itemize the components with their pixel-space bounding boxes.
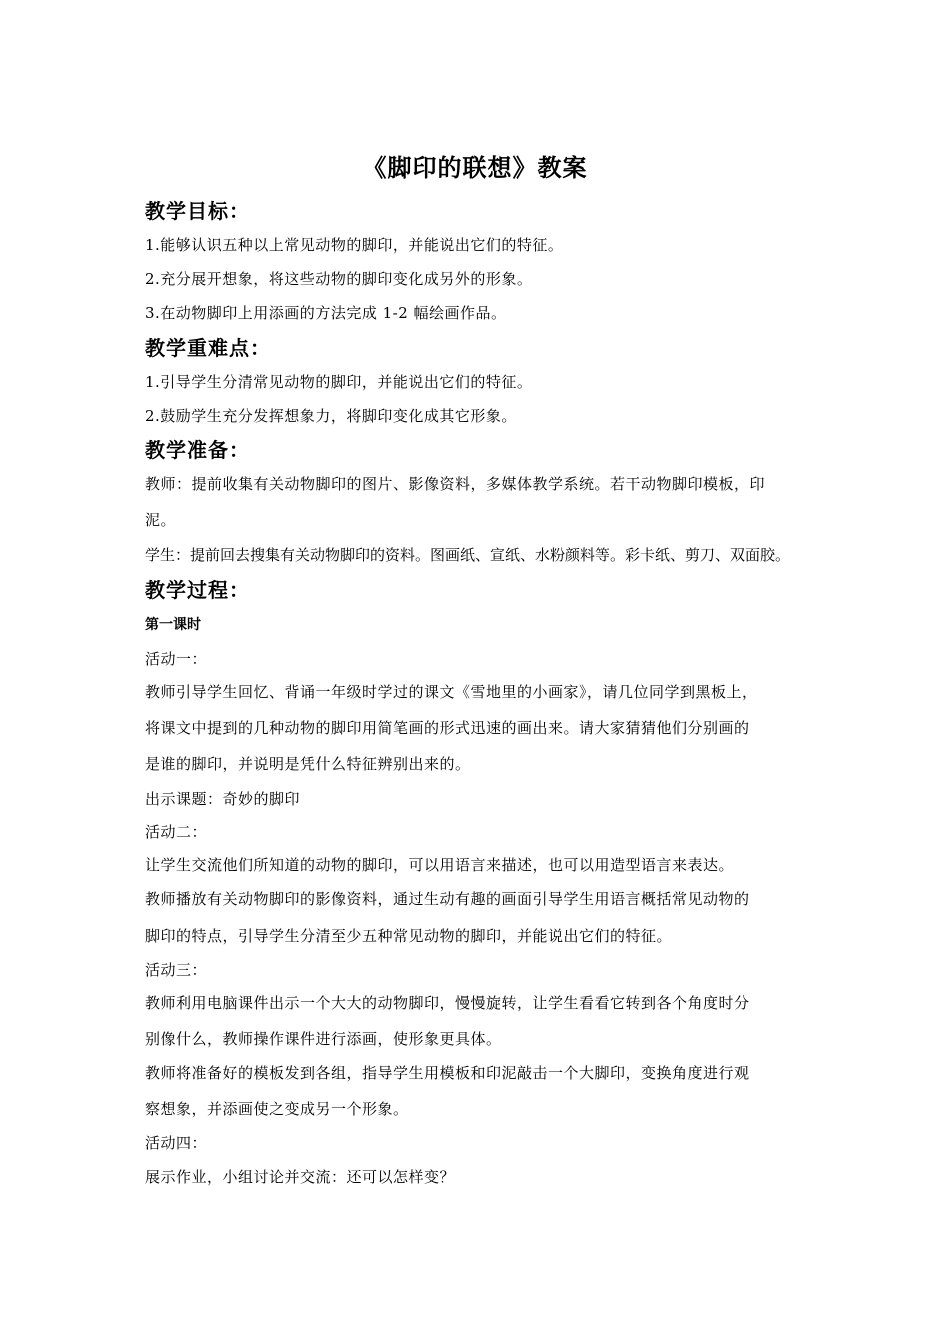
paragraph-line: 展示作业，小组讨论并交流：还可以怎样变？	[145, 1168, 456, 1186]
preparation-teacher-cont: 泥。	[145, 511, 177, 529]
document-title: 《脚印的联想》教案	[362, 154, 588, 182]
paragraph-line: 别像什么，教师操作课件进行添画，使形象更具体。	[145, 1030, 502, 1048]
heading-process: 教学过程：	[145, 578, 250, 602]
goal-item: 2.充分展开想象，将这些动物的脚印变化成另外的形象。	[145, 270, 533, 288]
paragraph-line: 察想象，并添画使之变成另一个形象。	[145, 1100, 409, 1118]
key-point-item: 2.鼓励学生充分发挥想象力，将脚印变化成其它形象。	[145, 407, 517, 425]
lesson-label: 第一课时	[145, 617, 201, 633]
paragraph-line: 教师利用电脑课件出示一个大大的动物脚印，慢慢旋转，让学生看看它转到各个角度时分	[145, 994, 750, 1012]
preparation-teacher: 教师：提前收集有关动物脚印的图片、影像资料，多媒体教学系统。若干动物脚印模板，印	[145, 475, 766, 493]
activity-label: 活动一：	[145, 650, 208, 668]
paragraph-line: 将课文中提到的几种动物的脚印用简笔画的形式迅速的画出来。请大家猜猜他们分别画的	[145, 719, 750, 737]
paragraph-line: 教师将准备好的模板发到各组，指导学生用模板和印泥敲击一个大脚印，变换角度进行观	[145, 1064, 750, 1082]
heading-key-points: 教学重难点：	[145, 336, 271, 360]
activity-label: 活动四：	[145, 1134, 208, 1152]
paragraph-line: 教师播放有关动物脚印的影像资料，通过生动有趣的画面引导学生用语言概括常见动物的	[145, 890, 750, 908]
paragraph-line: 是谁的脚印，并说明是凭什么特征辨别出来的。	[145, 755, 471, 773]
paragraph-line: 教师引导学生回忆、背诵一年级时学过的课文《雪地里的小画家》，请几位同学到黑板上，	[145, 683, 758, 701]
heading-goals: 教学目标：	[145, 199, 250, 223]
activity-label: 活动三：	[145, 961, 208, 979]
goal-item: 1.能够认识五种以上常见动物的脚印，并能说出它们的特征。	[145, 236, 564, 254]
paragraph-line: 让学生交流他们所知道的动物的脚印，可以用语言来描述，也可以用造型语言来表达。	[145, 856, 735, 874]
activity-label: 活动二：	[145, 823, 208, 841]
goal-item: 3.在动物脚印上用添画的方法完成 1-2 幅绘画作品。	[145, 304, 507, 322]
heading-preparation: 教学准备：	[145, 438, 250, 462]
paragraph-line: 出示课题：奇妙的脚印	[145, 790, 301, 808]
paragraph-line: 脚印的特点，引导学生分清至少五种常见动物的脚印，并能说出它们的特征。	[145, 927, 673, 945]
preparation-student: 学生：提前回去搜集有关动物脚印的资料。图画纸、宣纸、水粉颜料等。彩卡纸、剪刀、双面胶。	[145, 546, 791, 564]
key-point-item: 1.引导学生分清常见动物的脚印，并能说出它们的特征。	[145, 373, 533, 391]
